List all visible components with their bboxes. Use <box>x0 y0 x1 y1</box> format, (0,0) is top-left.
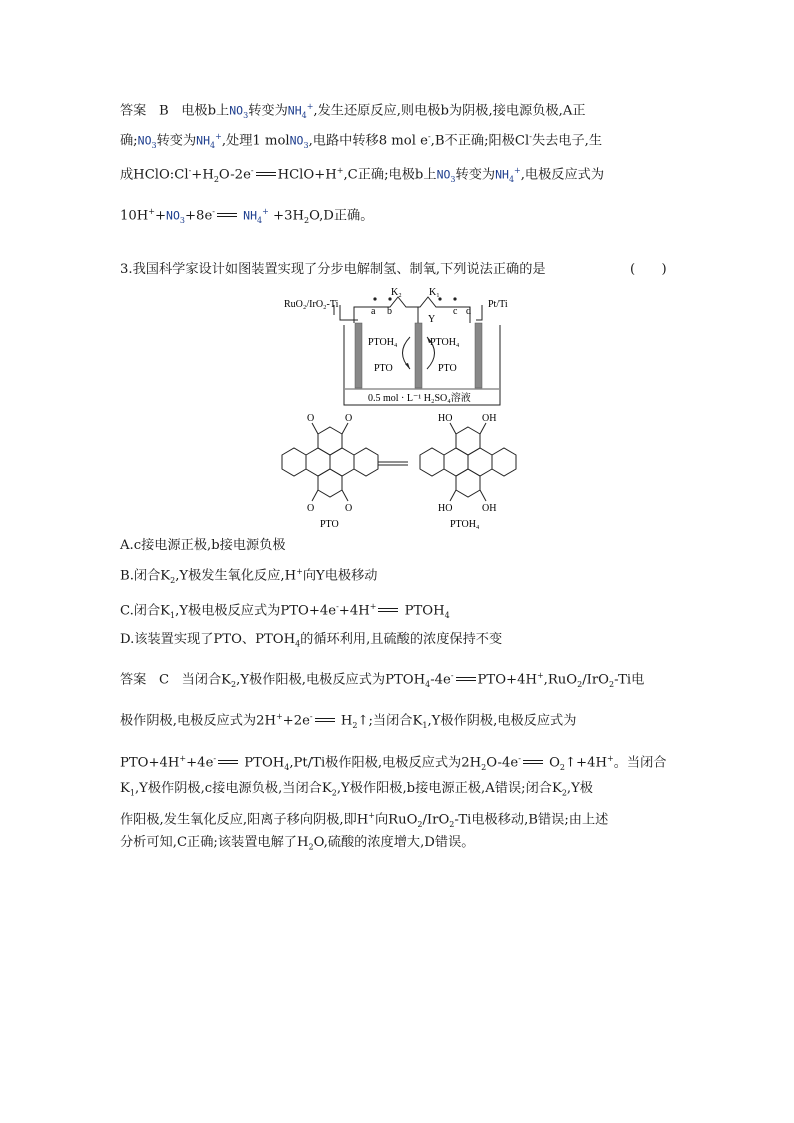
ptoh4-molecule-label: PTOH₄ <box>450 519 480 530</box>
terminal-a: a <box>371 306 376 317</box>
question-3 <box>120 261 546 279</box>
text: + <box>154 208 167 224</box>
superscript: + <box>275 712 283 721</box>
switch-k1: K₁ <box>429 287 440 298</box>
text: /IrO <box>422 812 450 828</box>
right-electrode <box>475 323 482 388</box>
superscript: + <box>368 811 375 820</box>
text: O,D正确。 <box>309 208 374 224</box>
option-b <box>120 563 377 590</box>
text: 转变为 <box>156 133 197 149</box>
formula: NH <box>196 133 211 148</box>
text: 向RuO <box>374 812 418 828</box>
superscript: - <box>250 166 254 175</box>
subscript: 1 <box>170 611 176 621</box>
subscript: 2 <box>481 763 487 773</box>
text: 极作阴极,电极反应式为2H <box>120 713 276 729</box>
text: PTO+4H <box>120 755 180 771</box>
left-electrode-label: RuO₂/IrO₂-Ti <box>284 299 339 310</box>
formula: NO <box>229 103 244 118</box>
text: ,Pt/Ti极作阳极,电极反应式为2H <box>289 755 482 771</box>
answer2-line-1 <box>120 667 644 694</box>
terminal-b: b <box>387 306 392 317</box>
o-top-left: O <box>307 413 315 424</box>
option-c <box>120 598 450 625</box>
formula: NO <box>436 167 451 182</box>
superscript: - <box>529 132 532 141</box>
subscript: 4 <box>210 141 216 151</box>
subscript: 2 <box>417 820 423 830</box>
equals-sign <box>376 606 400 616</box>
subscript: 4 <box>284 763 290 773</box>
text: +4e <box>186 755 214 771</box>
right-electrode-label: Pt/Ti <box>488 299 508 310</box>
blank: ( ) <box>630 262 667 277</box>
text: +3H <box>273 208 304 224</box>
answer2-line-3 <box>120 750 666 777</box>
text: 。当闭合 <box>613 755 667 771</box>
text: ,电极反应式为 <box>520 167 605 183</box>
text: HClO+H <box>277 167 337 183</box>
answer1-line-1 <box>120 98 586 125</box>
option-a <box>120 537 286 555</box>
ho-top: HO <box>438 413 453 424</box>
text: 向Y电极移动 <box>302 568 378 584</box>
subscript: 3 <box>303 141 309 151</box>
superscript: + <box>306 102 314 111</box>
answer1-line-2 <box>120 128 602 155</box>
superscript: - <box>309 712 313 721</box>
answer-choice: C <box>158 672 170 688</box>
text: ,电路中转移8 mol e <box>308 133 428 149</box>
answer1-line-3 <box>120 162 604 189</box>
text: 当闭合K <box>181 672 232 688</box>
subscript: 4 <box>425 680 431 690</box>
subscript: 3 <box>243 111 249 121</box>
text: +8e <box>185 208 213 224</box>
superscript: + <box>607 754 614 763</box>
text: PTOH <box>244 755 285 771</box>
text: +4H <box>338 603 370 619</box>
subscript: 2 <box>303 216 310 226</box>
text: O <box>549 755 560 771</box>
subscript: 2 <box>308 842 314 852</box>
text: 电极b上 <box>181 103 230 119</box>
equals-sign <box>216 758 240 768</box>
ho-bottom: HO <box>438 503 453 514</box>
subscript: 2 <box>561 788 567 798</box>
subscript: 1 <box>129 788 135 798</box>
option-a-text: A.c接电源正极,b接电源负极 <box>120 538 286 553</box>
text: B.闭合K <box>120 568 171 584</box>
superscript: - <box>212 207 215 216</box>
superscript: + <box>262 207 269 216</box>
terminal-c: c <box>453 306 458 317</box>
text: ,处理1 mol <box>221 133 290 149</box>
equals-sign <box>521 758 545 768</box>
electrode-y-label: Y <box>428 314 436 325</box>
superscript: + <box>179 754 187 763</box>
superscript: - <box>427 132 431 141</box>
text: PTO+4H <box>477 672 537 688</box>
text: ,B不正确;阳极Cl <box>430 133 530 149</box>
pto-left: PTO <box>374 363 393 374</box>
text: K <box>120 781 130 796</box>
subscript: 4 <box>301 111 307 121</box>
answer-label: 答案 <box>120 103 147 119</box>
ptoh4-right: PTOH₄ <box>430 337 460 348</box>
text: ,Y极电极反应式为PTO+4e <box>175 603 337 619</box>
subscript: 2 <box>213 175 219 185</box>
text: 的循环利用,且硫酸的浓度保持不变 <box>300 632 503 647</box>
text: ↑+4H <box>565 755 607 771</box>
equals-sign <box>313 716 337 726</box>
superscript: - <box>450 671 454 680</box>
formula: NH <box>495 167 509 182</box>
text: 确; <box>120 133 138 149</box>
superscript: + <box>148 207 155 216</box>
oh-top: OH <box>482 413 497 424</box>
switch-k2: K₂ <box>391 287 402 298</box>
pto-molecule <box>282 423 408 501</box>
superscript: + <box>336 166 344 175</box>
superscript: + <box>369 602 377 611</box>
formula: NO <box>289 133 304 148</box>
solution-label: 0.5 mol · L⁻¹ H₂SO₄溶液 <box>368 393 471 404</box>
text: 作阳极,发生氧化反应,阳离子移向阴极,即H <box>120 812 369 828</box>
text: 失去电子,生 <box>531 133 603 149</box>
equals-sign <box>254 170 278 180</box>
subscript: 2 <box>577 680 583 690</box>
text: 转变为 <box>455 167 496 183</box>
pto-right: PTO <box>438 363 457 374</box>
superscript: + <box>215 132 222 141</box>
answer-label: 答案 <box>120 672 147 688</box>
text: 10H <box>120 208 149 224</box>
text: O,硫酸的浓度增大,D错误。 <box>313 835 475 850</box>
question-text: 3.我国科学家设计如图装置实现了分步电解制氢、制氧,下列说法正确的是 <box>120 262 546 277</box>
subscript: 2 <box>608 680 615 690</box>
option-d <box>120 631 502 654</box>
answer-choice: B <box>158 103 169 119</box>
text: ,C正确;电极b上 <box>343 167 437 183</box>
answer-blank <box>630 261 667 279</box>
o-bottom-left: O <box>307 503 315 514</box>
o-bottom-right: O <box>345 503 353 514</box>
text: 成HClO:Cl <box>120 167 189 183</box>
answer1-line-4 <box>120 203 373 230</box>
subscript: 2 <box>331 788 337 798</box>
text: O-2e <box>218 167 251 183</box>
text: ,发生还原反应,则电极b为阴极,接电源负极,A正 <box>313 103 586 119</box>
subscript: 2 <box>170 576 176 586</box>
text: D.该装置实现了PTO、PTOH <box>120 632 296 647</box>
equals-sign <box>215 211 239 221</box>
ptoh4-molecule <box>420 423 516 501</box>
left-electrode <box>355 323 362 388</box>
superscript: - <box>336 602 339 611</box>
subscript: 2 <box>231 680 237 690</box>
text: ,Y极发生氧化反应,H <box>175 568 297 584</box>
text: -Ti电 <box>614 672 645 688</box>
subscript: 4 <box>257 216 263 226</box>
subscript: 1 <box>422 721 428 731</box>
pto-molecule-label: PTO <box>320 519 339 530</box>
text: ,Y极作阴极,电极反应式为 <box>427 713 577 729</box>
superscript: - <box>518 754 521 763</box>
equals-sign <box>454 675 478 685</box>
formula: NH <box>243 208 258 223</box>
subscript: 4 <box>444 611 450 621</box>
formula: NH <box>287 103 302 118</box>
text: +2e <box>282 713 310 729</box>
terminal-d: d <box>466 306 471 317</box>
answer2-line-6 <box>120 834 474 857</box>
subscript: 4 <box>508 175 515 185</box>
subscript: 2 <box>352 721 358 731</box>
electrolysis-figure <box>270 285 530 534</box>
subscript: 2 <box>559 763 565 773</box>
answer2-line-4 <box>120 780 593 803</box>
superscript: - <box>188 166 192 175</box>
formula: NO <box>166 208 180 223</box>
superscript: - <box>213 754 217 763</box>
middle-electrode-y <box>415 323 422 388</box>
text: 转变为 <box>248 103 288 119</box>
apparatus-diagram <box>270 285 530 530</box>
text: -4e <box>430 672 451 688</box>
subscript: 3 <box>151 141 157 151</box>
text: O-4e <box>486 755 519 771</box>
text: +H <box>191 167 214 183</box>
superscript: + <box>296 567 303 576</box>
text: PTOH <box>404 603 445 619</box>
text: ,Y极作阳极,电极反应式为PTOH <box>236 672 426 688</box>
text: H <box>340 713 353 729</box>
text: C.闭合K <box>120 603 171 619</box>
answer2-line-5 <box>120 807 608 834</box>
ptoh4-left: PTOH₄ <box>368 337 398 348</box>
subscript: 3 <box>450 175 456 185</box>
text: ,Y极作阴极,c接电源负极,当闭合K <box>134 781 332 796</box>
o-top-right: O <box>345 413 353 424</box>
superscript: + <box>514 166 521 175</box>
text: ,Y极作阳极,b接电源正极,A错误;闭合K <box>336 781 562 796</box>
text: ,Y极 <box>566 781 593 796</box>
subscript: 3 <box>179 216 185 226</box>
text: /IrO <box>582 672 609 688</box>
formula: NO <box>137 133 152 148</box>
subscript: 2 <box>449 820 455 830</box>
text: ↑;当闭合K <box>357 713 423 729</box>
superscript: + <box>536 671 544 680</box>
answer2-line-2 <box>120 708 576 735</box>
text: -Ti电极移动,B错误;由上述 <box>454 812 609 828</box>
text: 分析可知,C正确;该装置电解了H <box>120 835 309 850</box>
text: ,RuO <box>543 672 578 688</box>
oh-bottom: OH <box>482 503 497 514</box>
subscript: 4 <box>295 639 301 649</box>
